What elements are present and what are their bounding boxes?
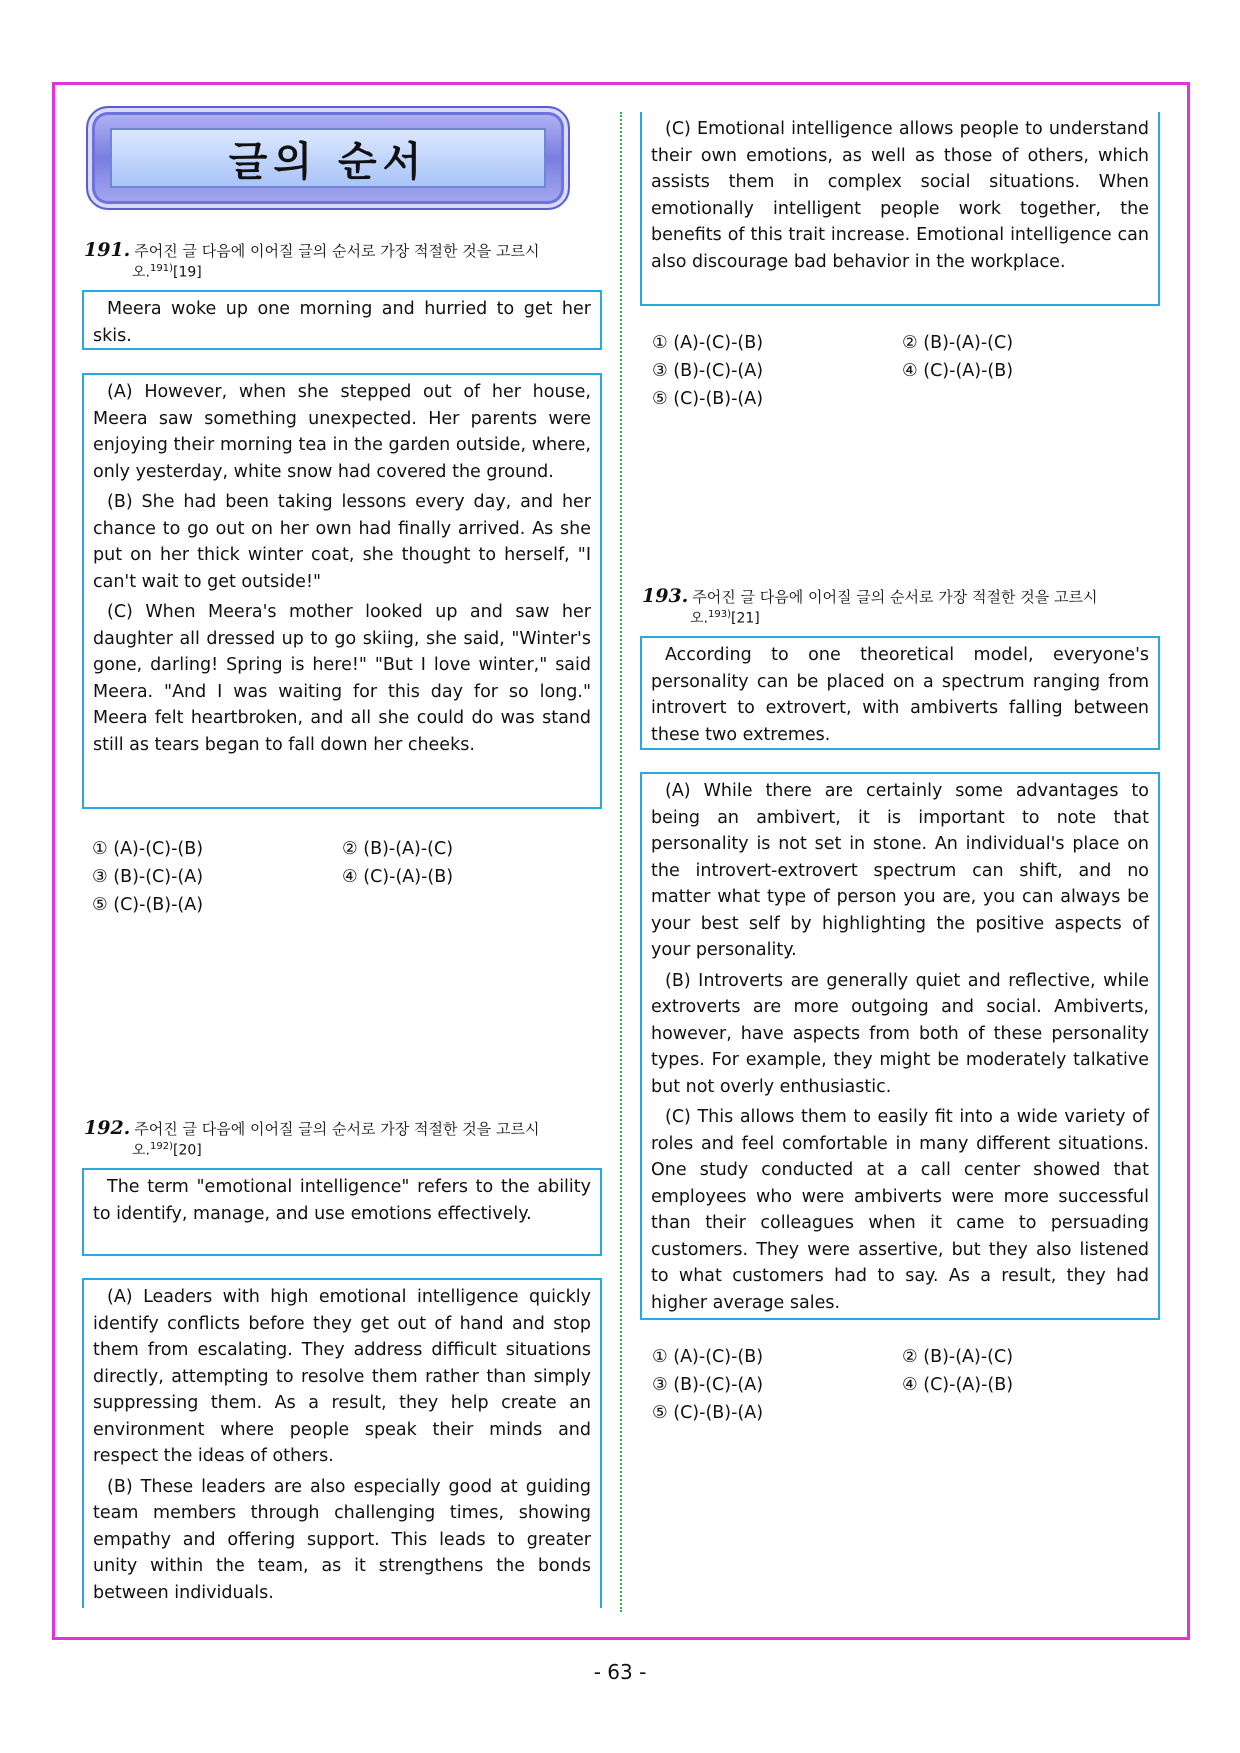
section-banner	[86, 106, 570, 210]
q192-ref-sup: 192)	[149, 1141, 173, 1152]
q191-instruction: 주어진 글 다음에 이어질 글의 순서로 가장 적절한 것을 고르시	[134, 242, 540, 260]
q192-ref: [20]	[172, 1142, 202, 1159]
q193-instruction: 주어진 글 다음에 이어질 글의 순서로 가장 적절한 것을 고르시	[692, 588, 1098, 606]
q192-passages-box-part2	[640, 112, 1160, 306]
q191-choice-5[interactable]: ⑤ (C)-(B)-(A)	[92, 895, 204, 915]
q193-choices	[652, 1344, 1162, 1430]
q193-given-box	[640, 636, 1160, 750]
q193-passages-box	[640, 772, 1160, 1320]
q193-choice-3[interactable]: ③ (B)-(C)-(A)	[652, 1375, 764, 1395]
q192-passage-b: (B) These leaders are also especially good at guiding team members through challenging times, showing empathy and offering support. This leads to greater unity within the team, as it strengthens the bonds between individuals.	[93, 1476, 591, 1603]
q192-choice-4[interactable]: ④ (C)-(A)-(B)	[902, 361, 1014, 381]
q193-given-text: According to one theoretical model, everyone's personality can be placed on a spectrum ranging from introvert to extrovert, with ambiverts falling between these two extremes.	[651, 645, 1149, 745]
q193-header	[642, 587, 1164, 628]
q192-choices	[652, 330, 1162, 416]
q193-ref: [21]	[730, 610, 760, 627]
q191-passage-a: (A) However, when she stepped out of her house, Meera saw something unexpected. Her parents were enjoying their morning tea in the garden outside, where, only yesterday, white snow had covered the ground.	[93, 382, 591, 482]
q192-given-box	[82, 1168, 602, 1256]
q193-number: 193.	[642, 585, 689, 607]
q193-choice-5[interactable]: ⑤ (C)-(B)-(A)	[652, 1403, 764, 1423]
column-divider	[620, 112, 622, 1612]
q192-choice-5[interactable]: ⑤ (C)-(B)-(A)	[652, 389, 764, 409]
q191-number: 191.	[84, 239, 131, 261]
q191-ref-sup: 191)	[149, 263, 173, 274]
q191-given-text: Meera woke up one morning and hurried to get her skis.	[93, 299, 591, 346]
q192-choice-3[interactable]: ③ (B)-(C)-(A)	[652, 361, 764, 381]
q191-given-box	[82, 290, 602, 350]
q192-instruction-end: 오.$^{192)}$[20]	[132, 1141, 202, 1159]
q191-choice-1[interactable]: ① (A)-(C)-(B)	[92, 839, 204, 859]
q192-passage-a: (A) Leaders with high emotional intelligence quickly identify conflicts before they get out of hand and stop them from escalating. They address difficult situations directly, attempting to resolve them rather than simply suppressing them. As a result, they help create an environment where people speak their minds and respect the ideas of others.	[93, 1287, 591, 1466]
q191-header	[84, 241, 606, 282]
q192-instruction: 주어진 글 다음에 이어질 글의 순서로 가장 적절한 것을 고르시	[134, 1120, 540, 1138]
q191-instruction-end: 오.$^{191)}$[19]	[132, 263, 202, 281]
q191-passage-b: (B) She had been taking lessons every day, and her chance to go out on her own had finally arrived. As she put on her thick winter coat, she thought to herself, "I can't wait to get outside!"	[93, 492, 591, 592]
q191-ref: [19]	[172, 264, 202, 281]
banner-inner	[110, 128, 546, 188]
q193-choice-1[interactable]: ① (A)-(C)-(B)	[652, 1347, 764, 1367]
q191-choices	[92, 836, 602, 922]
q191-choice-3[interactable]: ③ (B)-(C)-(A)	[92, 867, 204, 887]
q192-choice-2[interactable]: ② (B)-(A)-(C)	[902, 333, 1014, 353]
q191-passage-c: (C) When Meera's mother looked up and saw her daughter all dressed up to go skiing, she said, "Winter's gone, darling! Spring is here!" "But I love winter," said Meera. "And I was waiting for this day for so long." Meera felt heartbroken, and all she could do was stand still as tears began to fall down her cheeks.	[93, 602, 591, 755]
q191-choice-4[interactable]: ④ (C)-(A)-(B)	[342, 867, 454, 887]
q193-passage-a: (A) While there are certainly some advantages to being an ambivert, it is important to note that personality is not set in stone. An individual's place on the introvert-extrovert spectrum can shift, and no matter what type of person you are, you can always be your best self by highlighting the positive aspects of your personality.	[651, 781, 1149, 960]
page-number: - 63 -	[593, 1660, 647, 1684]
q192-number: 192.	[84, 1117, 131, 1139]
q193-passage-c: (C) This allows them to easily fit into a wide variety of roles and feel comfortable in many different situations. One study conducted at a call center showed that employees who were ambiverts were more successful than their colleagues when it came to persuading customers. They were assertive, but they also listened to what customers had to say. As a result, they had higher average sales.	[651, 1107, 1149, 1313]
q193-instruction-end: 오.$^{193)}$[21]	[690, 609, 760, 627]
q192-header	[84, 1119, 606, 1160]
q193-passage-b: (B) Introverts are generally quiet and reflective, while extroverts are more outgoing and social. Ambiverts, however, have aspects from both of these personality types. For example, they might be moderately talkative but not overly enthusiastic.	[651, 970, 1149, 1097]
q193-choice-2[interactable]: ② (B)-(A)-(C)	[902, 1347, 1014, 1367]
q193-ref-sup: 193)	[707, 609, 731, 620]
q192-choice-1[interactable]: ① (A)-(C)-(B)	[652, 333, 764, 353]
banner-title: 글의 순서	[228, 138, 428, 185]
q193-choice-4[interactable]: ④ (C)-(A)-(B)	[902, 1375, 1014, 1395]
q191-passages-box	[82, 373, 602, 809]
q191-choice-2[interactable]: ② (B)-(A)-(C)	[342, 839, 454, 859]
q192-given-text: The term "emotional intelligence" refers to the ability to identify, manage, and use emotions effectively.	[93, 1177, 591, 1224]
q192-passage-c: (C) Emotional intelligence allows people to understand their own emotions, as well as those of others, which assists them in complex social situations. When emotionally intelligent people work together, the benefits of this trait increase. Emotional intelligence can also discourage bad behavior in the workplace.	[651, 119, 1149, 272]
q192-passages-box-part1	[82, 1278, 602, 1608]
